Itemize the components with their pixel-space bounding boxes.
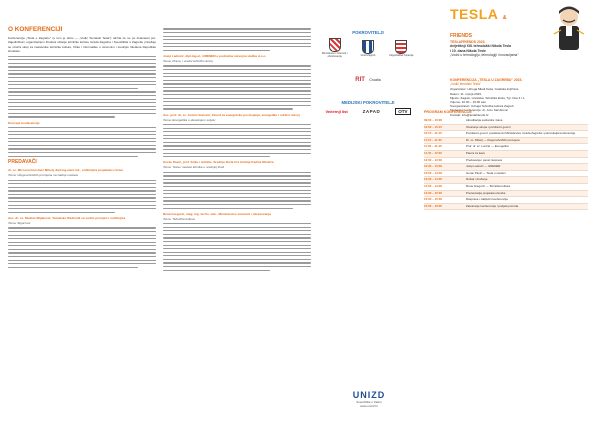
speaker-text-lines [8, 227, 156, 268]
program-description: Otvaranje skupa i pozdravni govori [466, 124, 511, 129]
speaker-name: Goran Pavić, prof. fizike i tehnike, Srednja škola Fra Andrije Kačića Miošića [163, 160, 274, 165]
program-time: 11:30 – 11:45 [424, 144, 442, 149]
program-description: Ručak i druženje [466, 177, 488, 182]
coat-of-arms-icon [395, 40, 407, 54]
sponsors-title: POKROVITELJI [352, 30, 384, 35]
sponsor-logos [318, 38, 418, 58]
university-logo [336, 390, 402, 408]
coat-of-arms-icon [329, 38, 341, 52]
program-time: 11:15 – 11:30 [424, 137, 442, 142]
program-time: 15:00 – 15:30 [424, 197, 443, 202]
speaker-text-lines [8, 180, 156, 213]
speaker-topic: Tema: Tehnička kultura [163, 216, 195, 221]
speaker-topic: Tema: Uloga tehničkih promjena na zadnje nastave [8, 173, 79, 178]
program-table [424, 118, 588, 210]
program-row [424, 144, 588, 151]
program-description: Pauza za kavu [466, 150, 485, 155]
program-row [424, 131, 588, 138]
university-name: Sveučilište u Zadru [356, 400, 382, 404]
program-row [424, 138, 588, 145]
program-time: 14:30 – 15:00 [424, 190, 443, 195]
tesla-friends-logo: TESLA & FRIENDS [450, 6, 507, 39]
program-time: 10:15 – 11:15 [424, 131, 442, 136]
program-row [424, 171, 588, 178]
program-description: Rena Gregurić — Tehnička kultura [466, 183, 511, 188]
about-intro: Konferencija „Tesla u Zagrebu" (u tom je duhu — „Vodić Tematski Tesla") održat će se po dvanaesti put. Zajedničkom organizacijom Društva učitelja tehničke kulture Grada Zagreba i Sveučilišta u Zagrebu priređuje se stručni skup za nastavnike tehničke kulture, fizike i informatike u osnovnim i srednjim školama Republike Hrvatske. [8, 36, 156, 53]
program-time: 12:00 – 12:30 [424, 157, 443, 162]
speaker-text-lines [163, 172, 311, 209]
sponsor-logo: Zagrebačka županija [386, 40, 416, 57]
concept-subtitle: Koncept konferencije [8, 120, 40, 125]
university-url: www.unizd.hr [360, 404, 378, 408]
program-description: Goran Pavić — Tesla u nastavi [466, 170, 506, 175]
program-row [424, 164, 588, 171]
program-description: Zatvaranje konferencije i podjela potvrda [466, 203, 519, 208]
program-row [424, 118, 588, 125]
speaker-name: Josip Ladović, dipl.ing.el., GRENER-e podružna razvojna služba d.o.o. [163, 54, 267, 59]
speaker-name: doc. prof. dr. sc. Antoni Vuković, Zavod za energetsku postrojenja, energetiku i održivi razvoj [163, 112, 300, 117]
concept-text-lines [8, 127, 156, 157]
about-text-lines [8, 56, 156, 118]
speakers-column [163, 26, 311, 273]
speaker-name: Rena Gregurić, mag. ing. techn. edu., Ministarstvo znanosti i obrazovanja [163, 211, 271, 216]
about-title: O KONFERENCIJI [8, 26, 63, 33]
media-sponsors-title: MEDIJSKI POKROVITELJI [341, 100, 395, 105]
sponsor-logo: Grad Zagreb [353, 40, 383, 57]
speaker-text-lines [163, 223, 311, 271]
program-row [424, 197, 588, 204]
media-logo: OTV [395, 108, 410, 115]
speaker-topic: Tema: Energetika u današnjem svijetu [163, 117, 216, 122]
program-description: Predavanja i panel rasprava [466, 157, 502, 162]
program-description: Pozdravni govori: predstavnici Ministarstva, Grada Zagreba i pokrovitelja konferencije [466, 131, 576, 136]
program-time: 10:00 – 10:15 [424, 124, 443, 129]
program-description: Dr. sc. Mihelj — Uloga tehničkih promjena [466, 137, 520, 142]
media-logo: ZAPAD [362, 109, 381, 114]
sponsors-column [318, 0, 418, 115]
speakers-label: PREDAVAČI [8, 159, 37, 166]
tesla-character-illustration [550, 4, 588, 54]
program-time: 13:00 – 13:30 [424, 170, 443, 175]
conference-title: TESLAFRIENDS 2023. dvijetišnji XIII. tehnološki Nikola Tesla i 10. dana Nikola Tesle „Vodić u tehnologiju, tehnologiji i inovacijama" [450, 40, 519, 58]
about-column [8, 0, 156, 270]
coat-of-arms-icon [362, 40, 374, 54]
program-row [424, 184, 588, 191]
program-row [424, 151, 588, 158]
program-row [424, 158, 588, 165]
program-time: 09:00 – 10:00 [424, 118, 443, 122]
rit-logo: RIT Croatia [355, 77, 381, 83]
program-row [424, 125, 588, 132]
program-description: Prof. dr. sc. Lončar — Energetika [466, 144, 509, 149]
program-title: PROGRAM KONFERENCIJE [424, 110, 472, 114]
program-time: 15:30 – 16:00 [424, 203, 443, 208]
university-mark: UNIZD [352, 390, 386, 400]
conference-info: KONFERENCIJA „TESLA U ZAGREBU" 2023. „Vodič tematski Tesla" Organizator: Udruga Mladi Tesla, Gradska knjižnica Datum: 11. srpnja 2023. Mjesto: Zagreb, Hrvatska, Tehnička škola, Tgr. Ilica 3 i 1. Vrijeme: 10.00 – 16.00 sati Suorganizatori: Udruga Tehnička kultura Zagreb Moderator konferencije: dr. Jozo Sambrović Kontakt: info@teslafriends.hr [450, 78, 526, 117]
program-row [424, 204, 588, 211]
program-time: 13:30 – 14:00 [424, 177, 443, 182]
intro-text-lines [163, 28, 311, 51]
program-time: 11:45 – 12:00 [424, 150, 442, 155]
speaker-name: doc. dr. sc. Mušlan Mijaković, Tematsko Radionik sa vodici promjen i vodičnjica [8, 215, 126, 220]
media-logos [318, 108, 418, 115]
program-row [424, 177, 588, 184]
speaker-topic: Tema: Prava, i uredni tehnički razvoj [163, 59, 213, 64]
speaker-topic: Tema: Sigurnost [8, 220, 31, 225]
program-row [424, 191, 588, 198]
program-description: Akreditacija sudionika i kava [466, 118, 503, 122]
program-time: 14:00 – 14:30 [424, 183, 443, 188]
media-logo: Večernji list [325, 109, 348, 114]
speaker-name: dr. sc. Mirosna Fenshvić Mihelj, dipl.ing.elect.inž., voditeljica projekata u Grad [8, 168, 123, 173]
program-description: Josip Ladović — GRENER [466, 164, 501, 169]
program-description: Rasprava i zaključci konferencije [466, 197, 508, 202]
sponsor-logo: Ministarstvo znanosti i obrazovanja [320, 38, 350, 58]
speaker-text-lines [163, 65, 311, 109]
speaker-text-lines [163, 124, 311, 157]
program-time: 12:30 – 13:00 [424, 164, 443, 169]
program-description: Prezentacija projekata učenika [466, 190, 506, 195]
speaker-topic: Tema: Tesla i nastavi tehnike u srednjoj školi [163, 165, 224, 170]
